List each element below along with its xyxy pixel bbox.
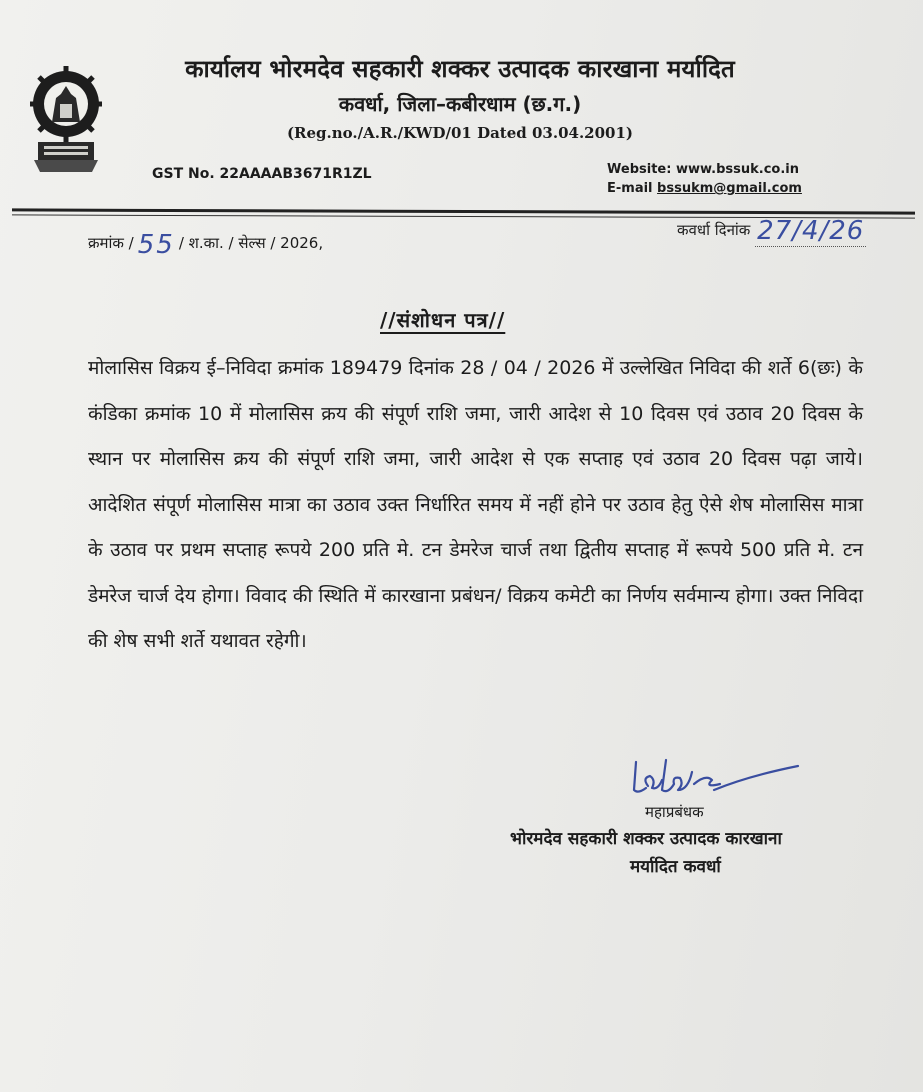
reference-number bbox=[88, 230, 323, 260]
signatory-designation: महाप्रबंधक bbox=[645, 803, 704, 821]
email-link[interactable]: bssukm@gmail.com bbox=[657, 181, 802, 196]
date-label: कवर्धा दिनांक bbox=[677, 221, 756, 239]
handwritten-signature bbox=[628, 750, 803, 805]
signatory-organisation-location: मर्यादित कवर्धा bbox=[630, 857, 721, 877]
email-line bbox=[607, 179, 802, 198]
gst-number: GST No. 22AAAAB3671R1ZL bbox=[152, 166, 372, 182]
contact-block bbox=[607, 160, 802, 198]
header-divider-thick bbox=[12, 208, 915, 214]
office-title: कार्यालय भोरमदेव सहकारी शक्कर उत्पादक कारखाना मर्यादित bbox=[185, 55, 735, 83]
letter-date bbox=[677, 216, 866, 246]
letter-body: मोलासिस विक्रय ई–निविदा क्रमांक 189479 दिनांक 28 / 04 / 2026 में उल्लेखित निविदा की शर्ते 6(छः) के कंडिका क्रमांक 10 में मोलासिस क्रय की संपूर्ण राशि जमा, जारी आदेश से 10 दिवस एवं उठाव 20 दिवस के स्थान पर मोलासिस क्रय की संपूर्ण राशि जमा, जारी आदेश से एक सप्ताह एवं उठाव 20 दिवस पढ़ा जाये। आदेशित संपूर्ण मोलासिस मात्रा का उठाव उक्त निर्धारित समय में नहीं होने पर उठाव हेतु ऐसे शेष मोलासिस मात्रा के उठाव पर प्रथम सप्ताह रूपये 200 प्रति मे. टन डेमरेज चार्ज तथा द्वितीय सप्ताह में रूपये 500 प्रति मे. टन डेमरेज चार्ज देय होगा। विवाद की स्थिति में कारखाना प्रबंधन/ विक्रय कमेटी का निर्णय सर्वमान्य होगा। उक्त निविदा की शेष सभी शर्ते यथावत रहेगी। bbox=[88, 357, 863, 652]
registration-number: (Reg.no./A.R./KWD/01 Dated 03.04.2001) bbox=[286, 124, 634, 142]
signatory-organisation: भोरमदेव सहकारी शक्कर उत्पादक कारखाना bbox=[510, 829, 782, 849]
reference-handwritten-number: 55 bbox=[137, 230, 175, 260]
office-address: कवर्धा, जिला–कबीरधाम (छ.ग.) bbox=[338, 92, 582, 116]
date-handwritten-value: 27/4/26 bbox=[757, 216, 865, 246]
website-link[interactable]: Website: www.bssuk.co.in bbox=[607, 162, 799, 177]
letter-subject: //संशोधन पत्र// bbox=[380, 308, 506, 332]
society-gear-emblem-icon bbox=[30, 64, 102, 174]
reference-suffix: / श.का. / सेल्स / 2026, bbox=[178, 234, 324, 252]
reference-prefix: क्रमांक / bbox=[88, 234, 134, 252]
email-label: E-mail bbox=[607, 181, 658, 196]
